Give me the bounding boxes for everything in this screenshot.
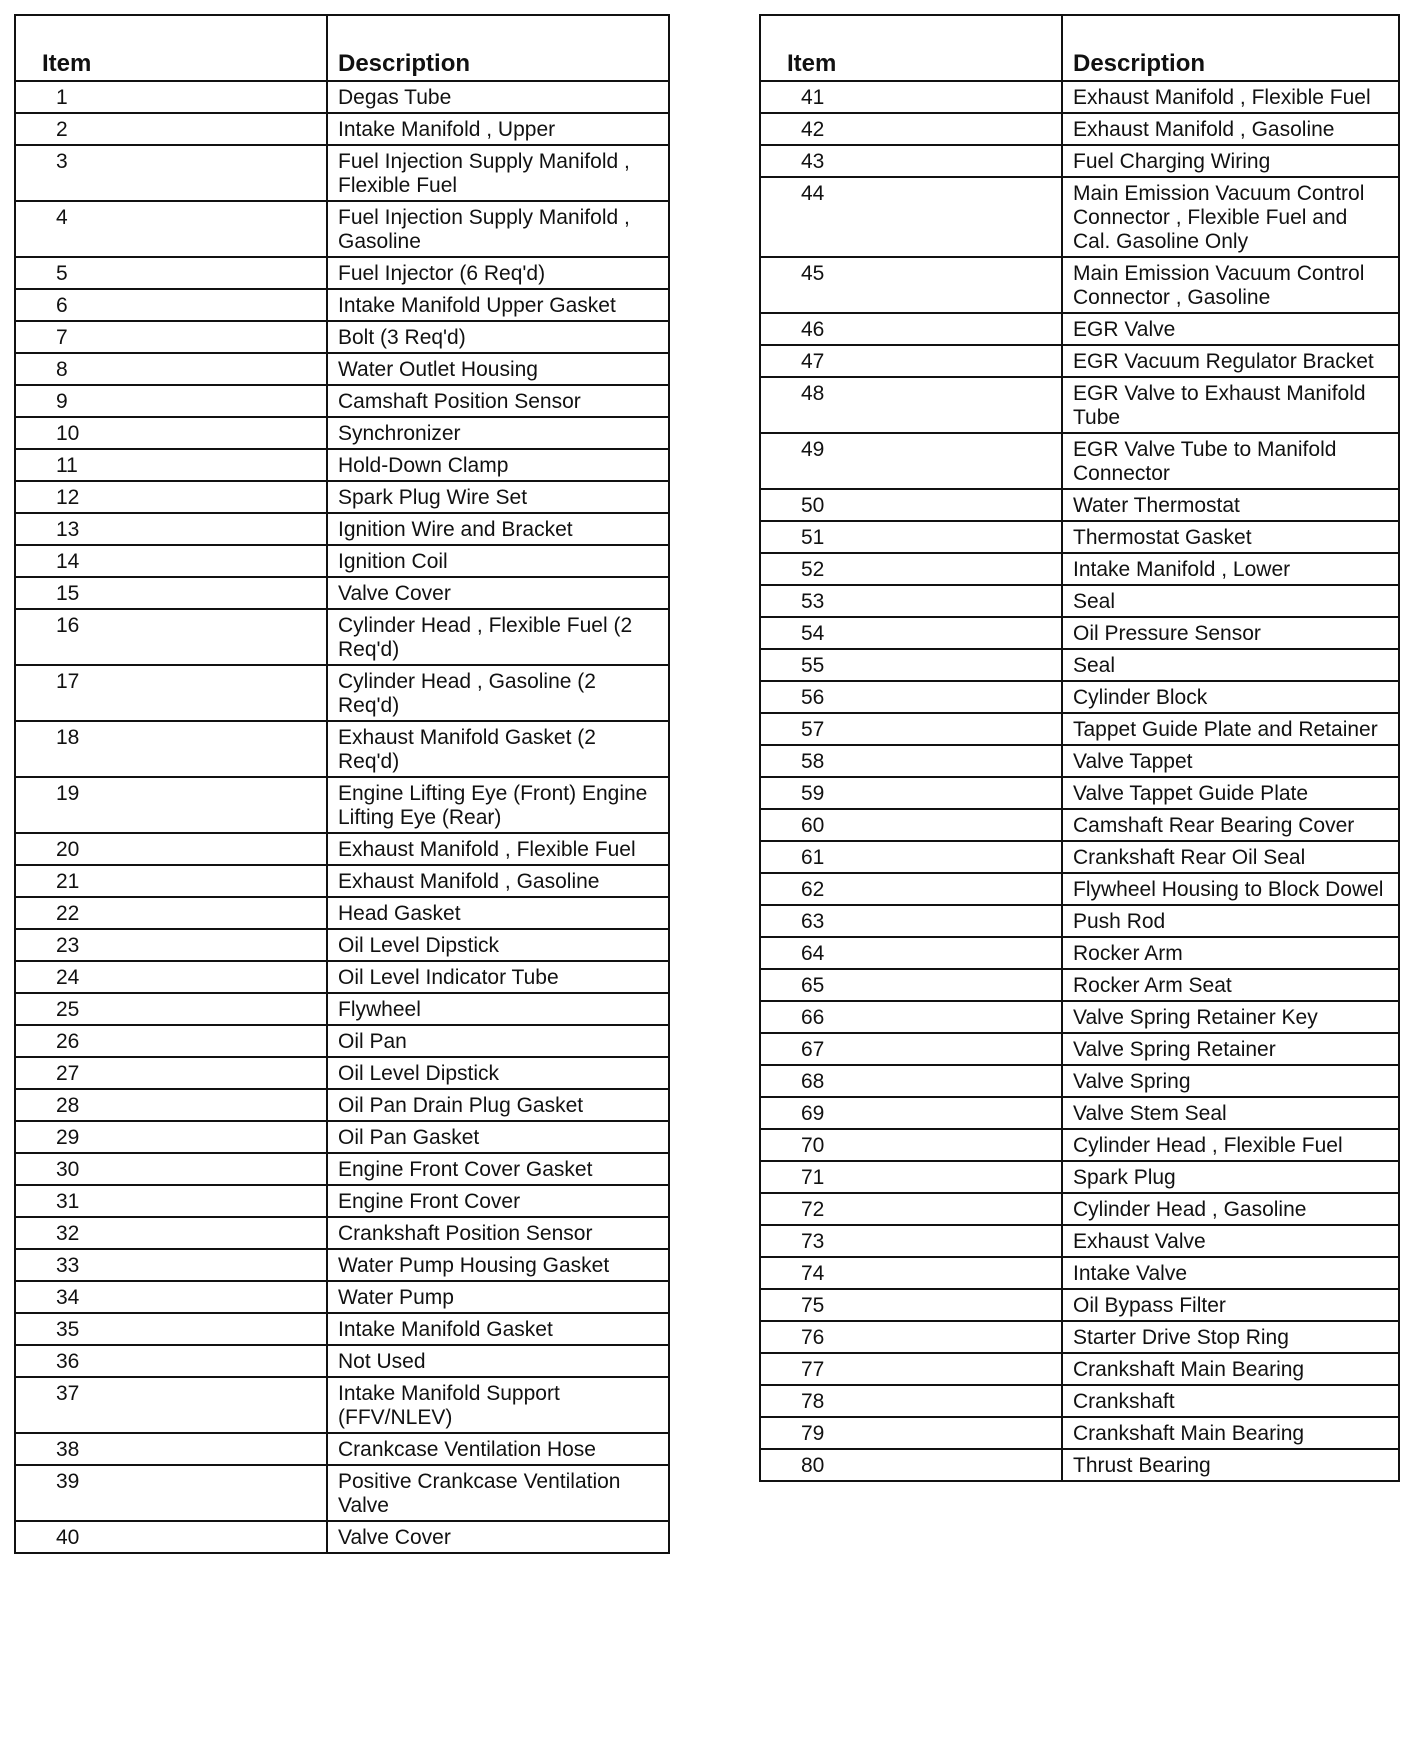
item-number: 46: [760, 313, 1062, 345]
item-number: 40: [15, 1521, 327, 1553]
table-row: [15, 609, 669, 665]
item-number: 9: [15, 385, 327, 417]
item-number: 67: [760, 1033, 1062, 1065]
item-number: 45: [760, 257, 1062, 313]
table-row: [760, 1033, 1399, 1065]
table-row: [15, 961, 669, 993]
item-number: 12: [15, 481, 327, 513]
item-number: 24: [15, 961, 327, 993]
item-number: 65: [760, 969, 1062, 1001]
table-row: [15, 777, 669, 833]
item-description: EGR Valve: [1062, 313, 1399, 345]
item-number: 5: [15, 257, 327, 289]
table-row: [15, 721, 669, 777]
item-number: 63: [760, 905, 1062, 937]
table-row: [15, 257, 669, 289]
item-number: 28: [15, 1089, 327, 1121]
item-description: Starter Drive Stop Ring: [1062, 1321, 1399, 1353]
item-description: Thrust Bearing: [1062, 1449, 1399, 1481]
item-number: 79: [760, 1417, 1062, 1449]
table-row: [760, 1449, 1399, 1481]
table-row: [15, 865, 669, 897]
item-number: 50: [760, 489, 1062, 521]
item-number: 38: [15, 1433, 327, 1465]
item-description: Camshaft Position Sensor: [327, 385, 669, 417]
table-row: [760, 489, 1399, 521]
table-row: [760, 681, 1399, 713]
table-row: [760, 257, 1399, 313]
item-number: 18: [15, 721, 327, 777]
item-description: Water Pump Housing Gasket: [327, 1249, 669, 1281]
item-description: Rocker Arm: [1062, 937, 1399, 969]
item-description: Push Rod: [1062, 905, 1399, 937]
item-description: Crankshaft Position Sensor: [327, 1217, 669, 1249]
item-number: 44: [760, 177, 1062, 257]
table-row: [15, 321, 669, 353]
item-number: 2: [15, 113, 327, 145]
item-description: Positive Crankcase Ventilation Valve: [327, 1465, 669, 1521]
table-row: [15, 1313, 669, 1345]
item-description: Engine Front Cover: [327, 1185, 669, 1217]
item-description: Ignition Wire and Bracket: [327, 513, 669, 545]
table-row: [760, 841, 1399, 873]
item-description: Exhaust Manifold Gasket (2 Req'd): [327, 721, 669, 777]
item-number: 68: [760, 1065, 1062, 1097]
table-row: [760, 1225, 1399, 1257]
item-description: Water Outlet Housing: [327, 353, 669, 385]
item-number: 76: [760, 1321, 1062, 1353]
item-description: Valve Spring: [1062, 1065, 1399, 1097]
item-number: 52: [760, 553, 1062, 585]
item-number: 13: [15, 513, 327, 545]
item-description: Flywheel: [327, 993, 669, 1025]
item-description: Bolt (3 Req'd): [327, 321, 669, 353]
table-row: [760, 1001, 1399, 1033]
table-row: [15, 1249, 669, 1281]
item-description: Exhaust Manifold , Gasoline: [1062, 113, 1399, 145]
item-number: 48: [760, 377, 1062, 433]
table-row: [760, 521, 1399, 553]
item-number: 26: [15, 1025, 327, 1057]
item-number: 41: [760, 81, 1062, 113]
item-description: Oil Bypass Filter: [1062, 1289, 1399, 1321]
item-description: Flywheel Housing to Block Dowel: [1062, 873, 1399, 905]
item-number: 34: [15, 1281, 327, 1313]
item-description: Valve Spring Retainer Key: [1062, 1001, 1399, 1033]
item-number: 78: [760, 1385, 1062, 1417]
item-number: 17: [15, 665, 327, 721]
item-number: 80: [760, 1449, 1062, 1481]
item-description: Fuel Injection Supply Manifold , Gasoline: [327, 201, 669, 257]
table-row: [15, 1185, 669, 1217]
item-description: Exhaust Manifold , Gasoline: [327, 865, 669, 897]
table-row: [760, 713, 1399, 745]
item-number: 39: [15, 1465, 327, 1521]
item-description: Valve Stem Seal: [1062, 1097, 1399, 1129]
parts-table-left: [14, 14, 670, 1554]
item-number: 37: [15, 1377, 327, 1433]
table-row: [760, 809, 1399, 841]
item-number: 55: [760, 649, 1062, 681]
item-description: Intake Manifold Support (FFV/NLEV): [327, 1377, 669, 1433]
table-row: [15, 201, 669, 257]
item-number: 4: [15, 201, 327, 257]
table-row: [15, 1345, 669, 1377]
item-description: Oil Pan Gasket: [327, 1121, 669, 1153]
table-row: [760, 113, 1399, 145]
item-number: 77: [760, 1353, 1062, 1385]
item-description: Crankshaft Rear Oil Seal: [1062, 841, 1399, 873]
table-row: [760, 433, 1399, 489]
item-number: 70: [760, 1129, 1062, 1161]
item-number: 56: [760, 681, 1062, 713]
table-row: [760, 1129, 1399, 1161]
item-number: 30: [15, 1153, 327, 1185]
item-description: Oil Pan Drain Plug Gasket: [327, 1089, 669, 1121]
item-description: Oil Pan: [327, 1025, 669, 1057]
item-number: 1: [15, 81, 327, 113]
item-number: 22: [15, 897, 327, 929]
table-row: [760, 145, 1399, 177]
item-description: Intake Manifold Upper Gasket: [327, 289, 669, 321]
item-description: Oil Level Dipstick: [327, 1057, 669, 1089]
item-number: 53: [760, 585, 1062, 617]
item-description: Oil Pressure Sensor: [1062, 617, 1399, 649]
item-number: 35: [15, 1313, 327, 1345]
table-row: [760, 377, 1399, 433]
table-header-row: [15, 15, 669, 81]
table-row: [760, 585, 1399, 617]
table-row: [15, 1025, 669, 1057]
item-description: Ignition Coil: [327, 545, 669, 577]
item-number: 57: [760, 713, 1062, 745]
item-number: 59: [760, 777, 1062, 809]
table-row: [15, 993, 669, 1025]
item-number: 20: [15, 833, 327, 865]
item-description: Cylinder Head , Gasoline: [1062, 1193, 1399, 1225]
item-number: 49: [760, 433, 1062, 489]
item-description: Tappet Guide Plate and Retainer: [1062, 713, 1399, 745]
table-row: [15, 929, 669, 961]
table-row: [15, 417, 669, 449]
item-number: 6: [15, 289, 327, 321]
item-number: 36: [15, 1345, 327, 1377]
table-row: [760, 1417, 1399, 1449]
table-row: [760, 969, 1399, 1001]
table-row: [760, 745, 1399, 777]
table-row: [760, 617, 1399, 649]
column-header-description: Description: [1062, 15, 1399, 81]
item-description: Synchronizer: [327, 417, 669, 449]
table-row: [760, 1065, 1399, 1097]
table-row: [760, 1385, 1399, 1417]
table-row: [15, 577, 669, 609]
item-number: 16: [15, 609, 327, 665]
column-header-item: Item: [15, 15, 327, 81]
item-description: Intake Manifold Gasket: [327, 1313, 669, 1345]
table-row: [15, 1217, 669, 1249]
item-description: Intake Manifold , Upper: [327, 113, 669, 145]
table-row: [15, 1153, 669, 1185]
item-number: 33: [15, 1249, 327, 1281]
table-row: [15, 1521, 669, 1553]
table-row: [760, 873, 1399, 905]
table-row: [760, 1321, 1399, 1353]
item-description: EGR Valve Tube to Manifold Connector: [1062, 433, 1399, 489]
table-row: [15, 81, 669, 113]
item-number: 3: [15, 145, 327, 201]
table-row: [15, 145, 669, 201]
item-description: Cylinder Head , Flexible Fuel (2 Req'd): [327, 609, 669, 665]
item-number: 23: [15, 929, 327, 961]
item-description: Fuel Injector (6 Req'd): [327, 257, 669, 289]
item-number: 61: [760, 841, 1062, 873]
item-number: 60: [760, 809, 1062, 841]
table-row: [15, 1121, 669, 1153]
table-row: [15, 545, 669, 577]
item-number: 66: [760, 1001, 1062, 1033]
item-number: 32: [15, 1217, 327, 1249]
table-row: [15, 353, 669, 385]
item-description: Engine Lifting Eye (Front) Engine Lifting Eye (Rear): [327, 777, 669, 833]
item-description: Crankshaft Main Bearing: [1062, 1417, 1399, 1449]
column-header-item: Item: [760, 15, 1062, 81]
item-number: 71: [760, 1161, 1062, 1193]
item-description: Valve Cover: [327, 1521, 669, 1553]
table-row: [760, 1161, 1399, 1193]
item-number: 8: [15, 353, 327, 385]
table-row: [760, 1257, 1399, 1289]
table-row: [760, 649, 1399, 681]
item-number: 58: [760, 745, 1062, 777]
item-description: Spark Plug: [1062, 1161, 1399, 1193]
item-number: 47: [760, 345, 1062, 377]
item-number: 25: [15, 993, 327, 1025]
item-description: Camshaft Rear Bearing Cover: [1062, 809, 1399, 841]
table-header-row: [760, 15, 1399, 81]
item-description: Valve Tappet Guide Plate: [1062, 777, 1399, 809]
item-description: Exhaust Valve: [1062, 1225, 1399, 1257]
table-row: [760, 1353, 1399, 1385]
table-row: [15, 833, 669, 865]
item-description: Fuel Charging Wiring: [1062, 145, 1399, 177]
item-number: 72: [760, 1193, 1062, 1225]
table-row: [15, 1433, 669, 1465]
item-description: Engine Front Cover Gasket: [327, 1153, 669, 1185]
item-description: Cylinder Head , Flexible Fuel: [1062, 1129, 1399, 1161]
item-number: 69: [760, 1097, 1062, 1129]
table-row: [15, 1281, 669, 1313]
item-number: 64: [760, 937, 1062, 969]
item-number: 62: [760, 873, 1062, 905]
column-header-description: Description: [327, 15, 669, 81]
table-row: [760, 345, 1399, 377]
table-row: [15, 289, 669, 321]
item-description: Exhaust Manifold , Flexible Fuel: [1062, 81, 1399, 113]
item-description: Cylinder Head , Gasoline (2 Req'd): [327, 665, 669, 721]
item-number: 75: [760, 1289, 1062, 1321]
item-description: Main Emission Vacuum Control Connector , Flexible Fuel and Cal. Gasoline Only: [1062, 177, 1399, 257]
table-row: [15, 665, 669, 721]
item-description: Oil Level Indicator Tube: [327, 961, 669, 993]
item-description: Rocker Arm Seat: [1062, 969, 1399, 1001]
table-row: [760, 1097, 1399, 1129]
item-description: Seal: [1062, 649, 1399, 681]
parts-table-right: [759, 14, 1400, 1482]
item-number: 11: [15, 449, 327, 481]
item-description: Crankcase Ventilation Hose: [327, 1433, 669, 1465]
item-number: 54: [760, 617, 1062, 649]
item-description: Cylinder Block: [1062, 681, 1399, 713]
table-row: [15, 1465, 669, 1521]
item-description: Exhaust Manifold , Flexible Fuel: [327, 833, 669, 865]
table-row: [760, 1193, 1399, 1225]
item-number: 73: [760, 1225, 1062, 1257]
table-row: [760, 777, 1399, 809]
table-row: [760, 553, 1399, 585]
table-row: [760, 905, 1399, 937]
item-description: Thermostat Gasket: [1062, 521, 1399, 553]
item-number: 74: [760, 1257, 1062, 1289]
item-number: 31: [15, 1185, 327, 1217]
item-description: Spark Plug Wire Set: [327, 481, 669, 513]
item-description: Intake Valve: [1062, 1257, 1399, 1289]
item-description: Crankshaft: [1062, 1385, 1399, 1417]
item-description: Valve Cover: [327, 577, 669, 609]
item-description: Crankshaft Main Bearing: [1062, 1353, 1399, 1385]
item-description: Water Thermostat: [1062, 489, 1399, 521]
item-number: 21: [15, 865, 327, 897]
item-description: Hold-Down Clamp: [327, 449, 669, 481]
table-body-left: [15, 81, 669, 1553]
item-number: 7: [15, 321, 327, 353]
item-number: 51: [760, 521, 1062, 553]
table-row: [15, 1377, 669, 1433]
table-row: [760, 313, 1399, 345]
item-description: Head Gasket: [327, 897, 669, 929]
item-description: Water Pump: [327, 1281, 669, 1313]
table-row: [15, 449, 669, 481]
item-description: Degas Tube: [327, 81, 669, 113]
item-description: Valve Spring Retainer: [1062, 1033, 1399, 1065]
table-row: [15, 113, 669, 145]
item-description: Fuel Injection Supply Manifold , Flexible Fuel: [327, 145, 669, 201]
item-number: 10: [15, 417, 327, 449]
table-row: [15, 385, 669, 417]
item-number: 15: [15, 577, 327, 609]
item-description: EGR Valve to Exhaust Manifold Tube: [1062, 377, 1399, 433]
item-number: 42: [760, 113, 1062, 145]
table-row: [760, 177, 1399, 257]
item-description: Main Emission Vacuum Control Connector , Gasoline: [1062, 257, 1399, 313]
table-row: [15, 1089, 669, 1121]
table-row: [15, 897, 669, 929]
item-description: Oil Level Dipstick: [327, 929, 669, 961]
table-row: [760, 81, 1399, 113]
item-number: 19: [15, 777, 327, 833]
item-description: Intake Manifold , Lower: [1062, 553, 1399, 585]
table-row: [15, 513, 669, 545]
table-row: [760, 1289, 1399, 1321]
table-body-right: [760, 81, 1399, 1481]
table-row: [760, 937, 1399, 969]
table-row: [15, 481, 669, 513]
item-number: 29: [15, 1121, 327, 1153]
item-description: Seal: [1062, 585, 1399, 617]
item-number: 43: [760, 145, 1062, 177]
item-description: Not Used: [327, 1345, 669, 1377]
table-row: [15, 1057, 669, 1089]
item-description: Valve Tappet: [1062, 745, 1399, 777]
item-number: 14: [15, 545, 327, 577]
item-number: 27: [15, 1057, 327, 1089]
item-description: EGR Vacuum Regulator Bracket: [1062, 345, 1399, 377]
